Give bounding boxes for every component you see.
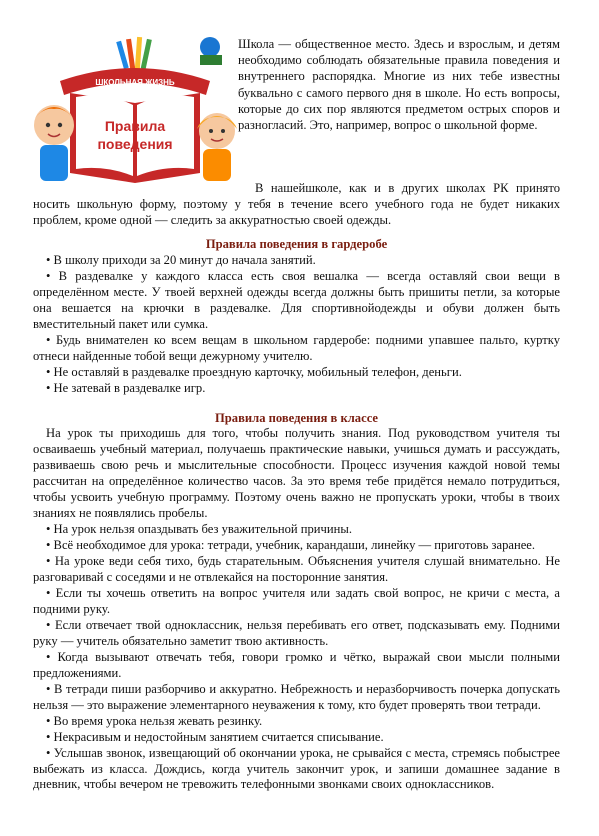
list-item: • Всё необходимое для урока: тетради, учебник, карандаши, линейку — приготовь заранее. [46, 538, 536, 553]
list-item: • На уроке веди себя тихо, будь старательным. Объяснения учителя слушай внимательно. Не разговаривай с соседями и не отвлекайся на посторонние занятия. [33, 554, 560, 585]
section-heading-wardrobe: Правила поведения в гардеробе [205, 237, 388, 251]
intro-paragraph-1: Школа — общественное место. Здесь и взрослым, и детям необходимо соблюдать обязательные правила поведения и внутреннего распорядка. Многие из них тебе известны буквально с самого первого дня в школе. Но есть вопросы, которые до сих пор являются предметом острых споров и разногласий. Это, например, вопрос о школьной форме. [238, 37, 560, 133]
list-item: • Будь внимателен ко всем вещам в школьном гардеробе: подними упавшее пальто, куртку отнеси найденные тобой вещи дежурному учителю. [33, 332, 560, 363]
girl-figure [197, 113, 237, 181]
list-item: • На урок нельзя опаздывать без уважительной причины. [46, 522, 352, 537]
pencils-cluster [116, 37, 222, 69]
list-item: • Некрасивым и недостойным занятием считается списывание. [46, 729, 384, 744]
school-rules-logo [30, 33, 240, 188]
book-title-line1: Правила [104, 118, 166, 134]
section-heading-classroom: Правила поведения в классе [214, 410, 379, 425]
rules-body [33, 237, 560, 793]
list-item: • В тетради пиши разборчиво и аккуратно. Небрежность и неразборчивость почерка допускать нельзя — это выражение элементарного неуважения к тому, кто будет проверять твои тетради. [33, 681, 560, 712]
boy-figure [34, 105, 74, 181]
list-item: • Если отвечает твой одноклассник, нельзя перебивать его ответ, подсказывать ему. Подними руку — учитель обязательно заметит твою активность. [33, 617, 560, 648]
section-intro-paragraph: На урок ты приходишь для того, чтобы получить знания. Под руководством учителя ты осваиваешь учебный материал, получаешь практические навыки, учишься думать и рассуждать, развиваешь свою речь и мыслительные способности. Процесс изучения каждой новой темы рассчитан на определённое количество часов. За это время тебе придётся немало потрудиться, чтобы усвоить учебную программу. Поэтому очень важно не пропускать уроки, чтобы в твоих знаниях не появлялись пробелы. [33, 426, 560, 521]
list-item: • Не оставляй в раздевалке проездную карточку, мобильный телефон, деньги. [46, 364, 462, 379]
list-item: • Если ты хочешь ответить на вопрос учителя или задать свой вопрос, не кричи с места, а подними руку. [33, 586, 560, 616]
list-item: • Не затевай в раздевалке игр. [46, 380, 206, 395]
list-item: • Когда вызывают отвечать тебя, говори громко и чётко, выражай свои мысли полными предложениями. [33, 649, 560, 680]
list-item: • В школу приходи за 20 минут до начала занятий. [46, 252, 316, 267]
list-item: • Услышав звонок, извещающий об окончании урока, не срывайся с места, стремясь побыстрее выбежать из класса. Дождись, когда учитель закончит урок, и запиши домашнее задание в дневник, чтобы вечером не тревожить телефонными звонками своих одноклассников. [33, 745, 560, 792]
banner-text: ШКОЛЬНАЯ ЖИЗНЬ [95, 78, 175, 87]
list-item: • Во время урока нельзя жевать резинку. [46, 713, 263, 728]
book-title-line2: поведения [97, 136, 173, 152]
list-item: • В раздевалке у каждого класса есть своя вешалка — всегда оставляй свои вещи в определённом месте. У твоей верхней одежды всегда должны быть пришиты петли, за которые она вешается на крючки в раздевалке. Для спортивнойодежды и обуви должен быть вместительный пакет или сумка. [33, 268, 560, 331]
intro-paragraph-2: В нашейшколе, как и в других школах РК принято носить школьную форму, поэтому у тебя в течение всего учебного года не будет никаких проблем, кроме одной — следить за аккуратностью своей одежды. [33, 181, 560, 228]
